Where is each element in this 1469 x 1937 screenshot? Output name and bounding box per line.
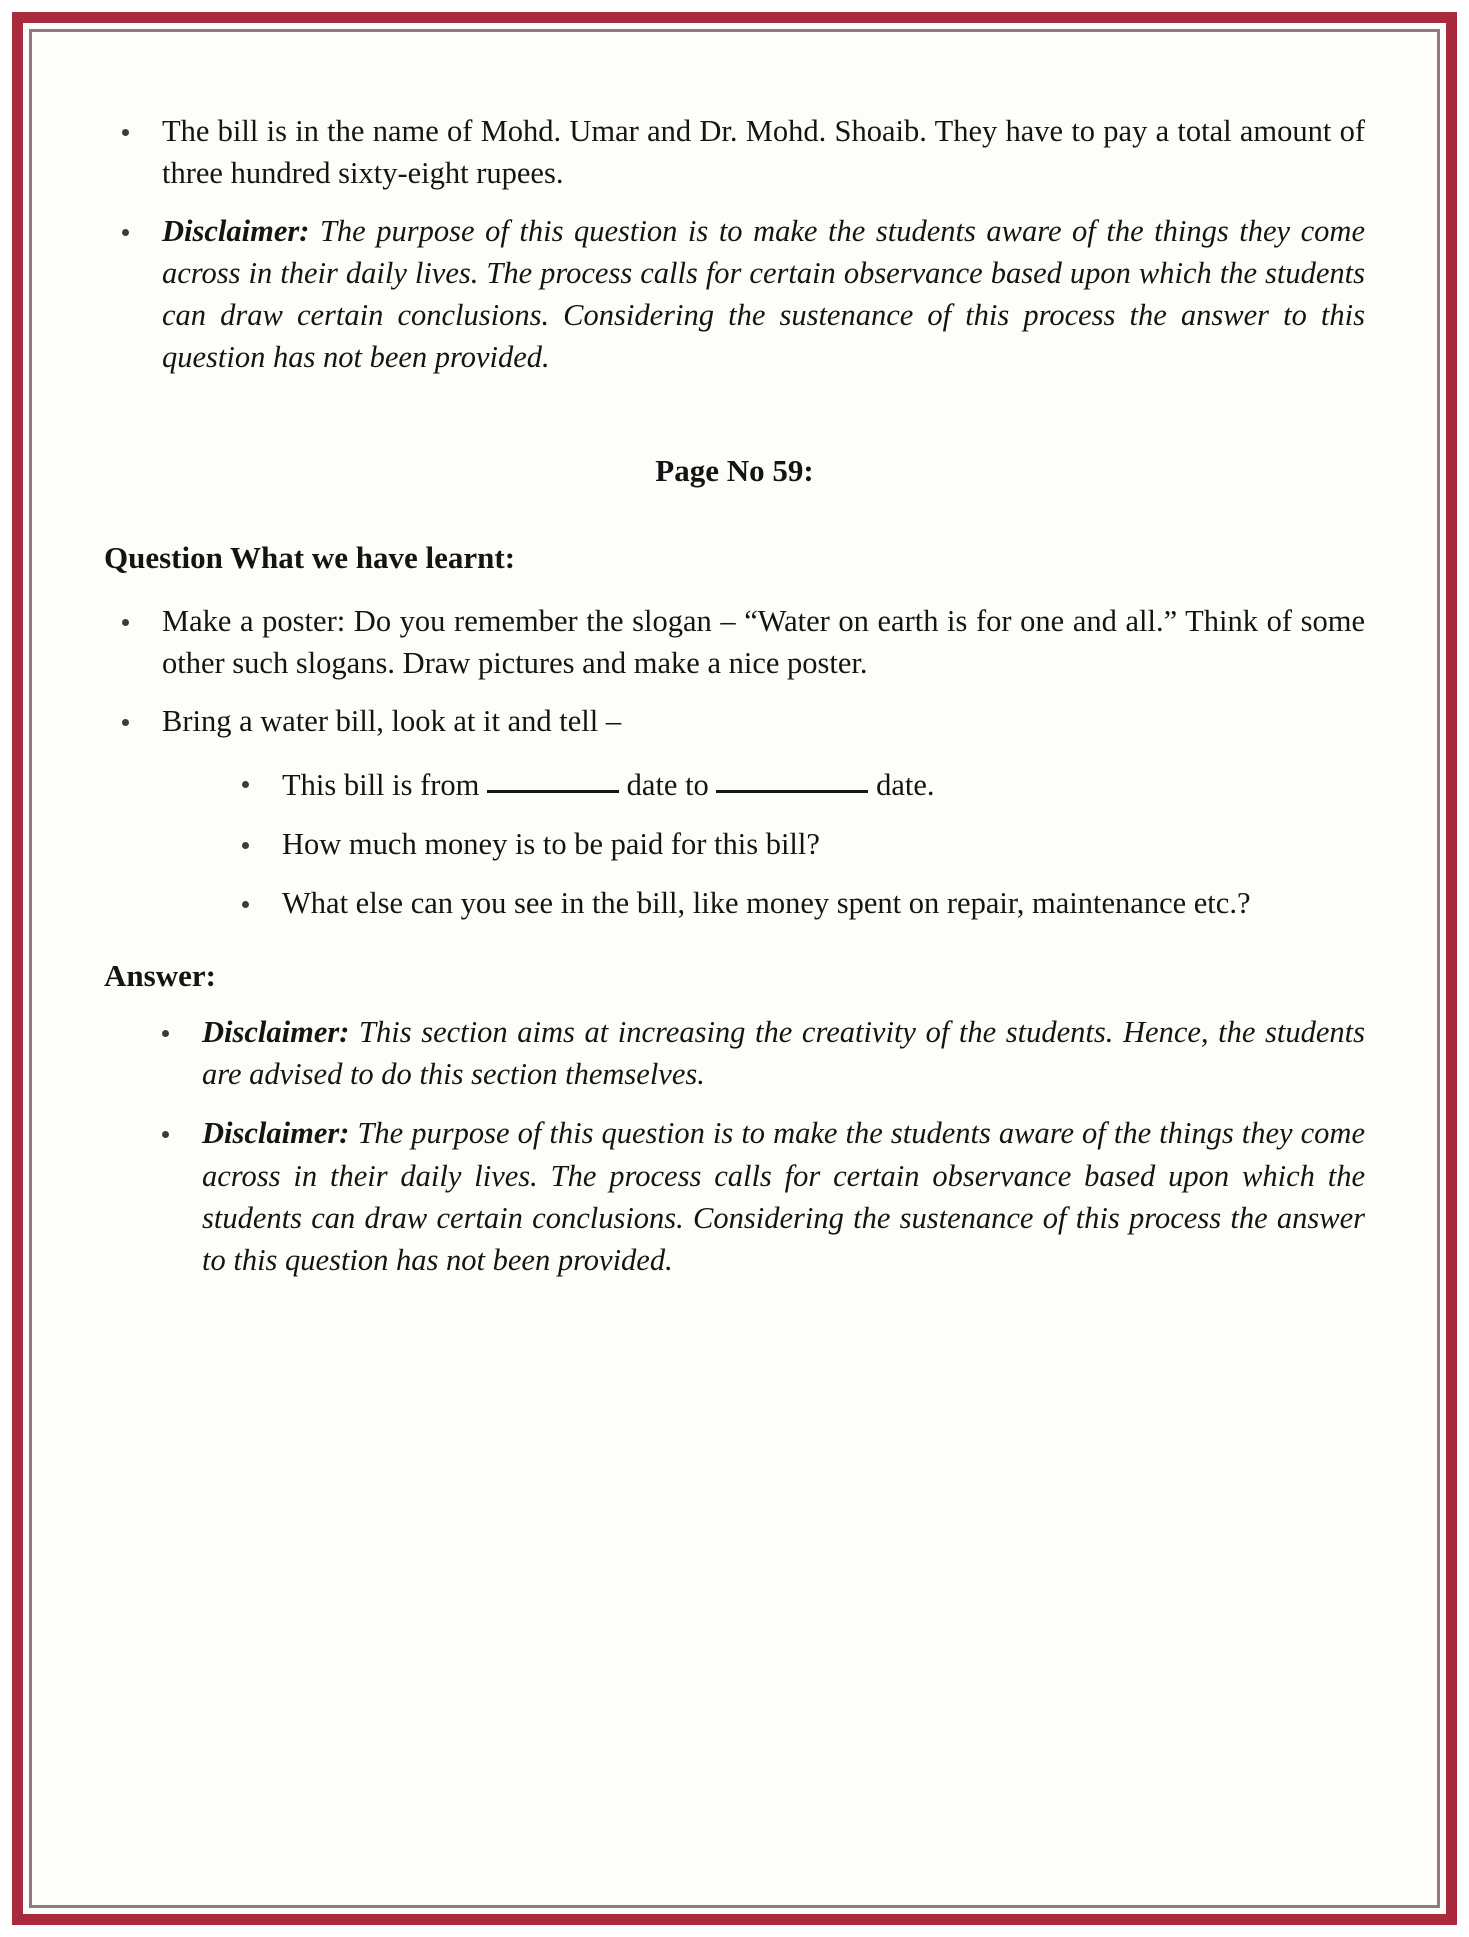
- top-bullet-list: [104, 110, 1365, 378]
- list-item: [104, 700, 1365, 924]
- list-item: [224, 823, 1365, 865]
- frame-inner-border: [29, 29, 1440, 1908]
- bill-names-text: The bill is in the name of Mohd. Umar and Dr. Mohd. Shoaib. They have to pay a total amount of three hundred sixty-eight rupees.: [162, 114, 1365, 191]
- answer-bullet-list: [144, 1011, 1365, 1280]
- frame-outer-border: [12, 12, 1457, 1925]
- list-item: [104, 210, 1365, 378]
- disclaimer-text: The purpose of this question is to make the students aware of the things they come across in their daily lives. The process calls for certain observance based upon which the students can draw certain conclusions. Considering the sustenance of this process the answer to this question has not been provided.: [202, 1116, 1365, 1277]
- disclaimer-label: Disclaimer:: [202, 1116, 350, 1151]
- blank-field-from-date[interactable]: [487, 762, 619, 793]
- what-else-in-bill-text: What else can you see in the bill, like money spent on repair, maintenance etc.?: [282, 886, 1251, 921]
- bill-date-part-2: date to: [626, 768, 709, 803]
- disclaimer-text: This section aims at increasing the creativity of the students. Hence, the students are advised to do this section themselves.: [202, 1015, 1366, 1092]
- disclaimer-label: Disclaimer:: [202, 1015, 350, 1050]
- page-title: Page No 59:: [655, 453, 814, 489]
- disclaimer-label: Disclaimer:: [162, 214, 310, 249]
- money-to-be-paid-text: How much money is to be paid for this bill?: [282, 827, 820, 862]
- make-a-poster-text: Make a poster: Do you remember the slogan – “Water on earth is for one and all.” Think of some other such slogans. Draw pictures and make a nice poster.: [162, 604, 1365, 681]
- bill-date-part-3: date.: [876, 768, 935, 803]
- question-bullet-list: [104, 600, 1365, 925]
- document-sheet: [32, 32, 1437, 1905]
- disclaimer-text: The purpose of this question is to make the students aware of the things they come across in their daily lives. The process calls for certain observance based upon which the students can draw certain conclusions. Considering the sustenance of this process the answer to this question has not been provided.: [162, 214, 1365, 375]
- list-item: [224, 762, 1365, 806]
- list-item: [144, 1011, 1365, 1095]
- bill-date-part-1: This bill is from: [282, 768, 480, 803]
- bring-a-water-bill-text: Bring a water bill, look at it and tell –: [162, 704, 622, 739]
- question-heading: Question What we have learnt:: [104, 540, 516, 576]
- list-item: [104, 600, 1365, 684]
- list-item: [224, 882, 1365, 924]
- list-item: [104, 110, 1365, 194]
- sub-bullet-list: [224, 762, 1365, 924]
- answer-heading: Answer:: [104, 957, 216, 993]
- blank-field-to-date[interactable]: [716, 762, 868, 793]
- list-item: [144, 1112, 1365, 1280]
